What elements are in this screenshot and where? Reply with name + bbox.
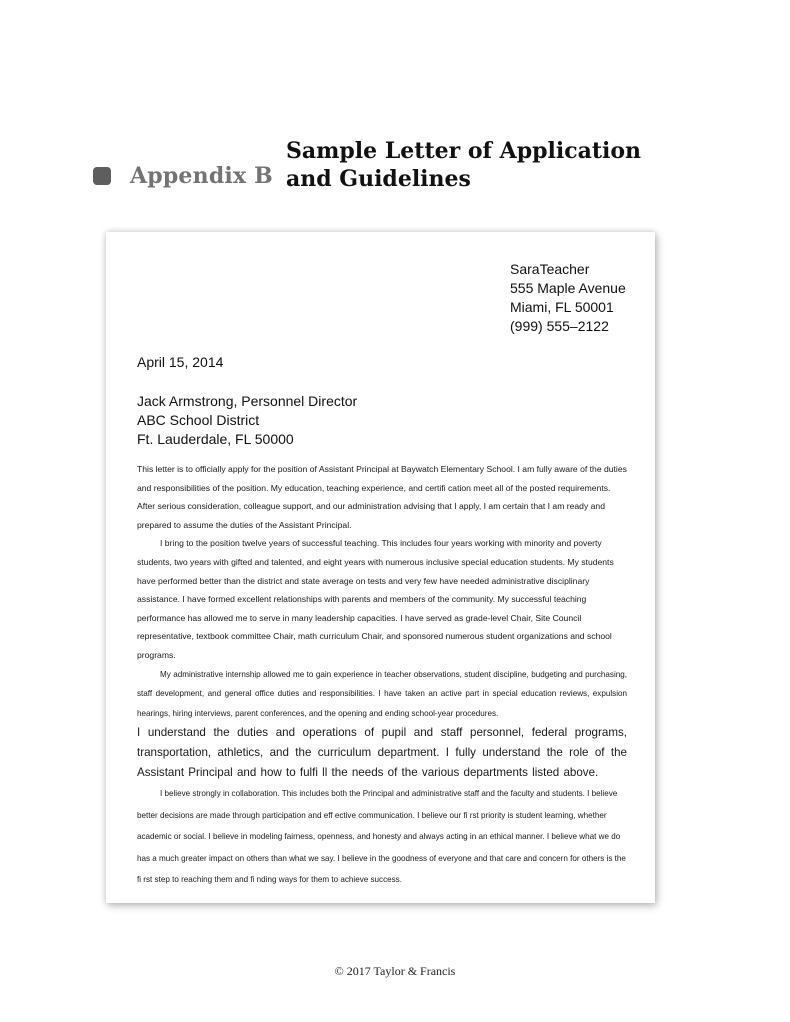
paragraph-experience: I bring to the position twelve years of successful teaching. This includes four years working with minority and poverty students, two years with gifted and talented, and eight years with numerous inclusive special education students. My students have performed better than the district and state average on tests and very few have needed administrative disciplinary assistance. I have formed excellent relationships with parents and members of the community. My successful teaching performance has allowed me to serve in many leadership capacities. I have served as grade-level Chair, Site Council representative, textbook committee Chair, math curriculum Chair, and sponsored numerous student organizations and school programs. — [137, 538, 614, 660]
sender-phone: (999) 555–2122 — [510, 318, 609, 334]
paragraph-application: This letter is to officially apply for the position of Assistant Principal at Baywatch Elementary School. I am fully aware of the duties and responsibilities of the position. My education, teaching experience, and certifi cation meet all of the posted requirements. After serious consideration, colleague support, and our administration advising that I apply, I am certain that I am ready and prepared to assume the duties of the Assistant Principal. — [137, 464, 627, 530]
heading-bullet-icon — [93, 167, 111, 185]
chapter-title — [286, 137, 641, 193]
recipient-name: Jack Armstrong, Personnel Director — [137, 393, 358, 409]
letter-card — [106, 232, 655, 903]
letter-date: April 15, 2014 — [137, 354, 224, 370]
sender-name: SaraTeacher — [510, 261, 590, 277]
copyright-footer: © 2017 Taylor & Francis — [334, 964, 456, 978]
paragraph-beliefs: I believe strongly in collaboration. This includes both the Principal and administrative staff and the faculty and students. I believe better decisions are made through participation and eff ective communication. I believe our fi rst priority is student learning, whether academic or social. I believe in modeling fairness, openness, and honesty and always acting in an ethical manner. I believe what we do has a much greater impact on others than what we say. I believe in the goodness of everyone and that care and concern for others is the fi rst step to reaching them and fi nding ways for them to achieve success. — [137, 789, 626, 885]
recipient-organization: ABC School District — [137, 412, 260, 428]
sender-street: 555 Maple Avenue — [510, 280, 626, 296]
chapter-title-line2: and Guidelines — [286, 166, 471, 192]
recipient-address — [137, 392, 357, 449]
appendix-label: Appendix B — [130, 163, 273, 189]
chapter-title-line1: Sample Letter of Application — [286, 138, 642, 164]
recipient-city: Ft. Lauderdale, FL 50000 — [137, 431, 294, 447]
paragraph-internship: My administrative internship allowed me to gain experience in teacher observations, student discipline, budgeting and purchasing, staff development, and general office duties and responsibilities. I have taken an active part in special education reviews, expulsion hearings, hiring interviews, parent conferences, and the opening and ending school-year procedures. — [137, 669, 627, 718]
paragraph-duties: I understand the duties and operations of pupil and staff personnel, federal programs, transportation, athletics, and the curriculum department. I fully understand the role of the Assistant Principal and how to fulfi ll the needs of the various departments listed above. — [137, 726, 627, 780]
sender-address — [510, 260, 626, 336]
sender-city: Miami, FL 50001 — [510, 299, 614, 315]
letter-body — [137, 460, 627, 891]
